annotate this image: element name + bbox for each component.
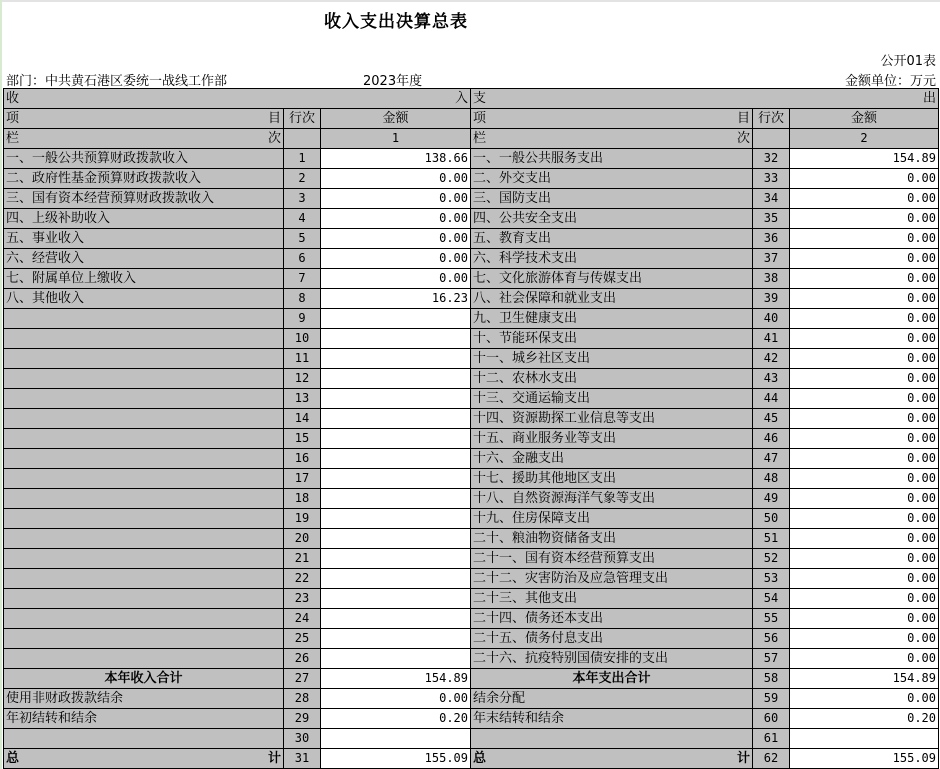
expense-rowno-cell[interactable]: 41: [753, 329, 790, 349]
income-total-amount[interactable]: 155.09: [321, 749, 471, 769]
expense-amount-cell[interactable]: 154.89: [790, 149, 939, 169]
income-rowno-cell[interactable]: 22: [284, 569, 321, 589]
expense-rowno-cell[interactable]: 33: [753, 169, 790, 189]
income-amount-cell[interactable]: [321, 529, 471, 549]
income-item-cell[interactable]: 五、事业收入: [4, 229, 284, 249]
income-rowno-cell[interactable]: 15: [284, 429, 321, 449]
expense-item-cell[interactable]: 八、社会保障和就业支出: [471, 289, 753, 309]
expense-item-cell[interactable]: 二十六、抗疫特别国债安排的支出: [471, 649, 753, 669]
expense-section-header[interactable]: [471, 89, 939, 109]
income-column-label[interactable]: [4, 129, 284, 149]
income-rowno-cell[interactable]: 25: [284, 629, 321, 649]
expense-amount-cell[interactable]: 0.00: [790, 349, 939, 369]
expense-item-cell[interactable]: 年末结转和结余: [471, 709, 753, 729]
income-rowno-cell[interactable]: 23: [284, 589, 321, 609]
table-row: [4, 569, 939, 589]
table-row: [4, 309, 939, 329]
income-item-cell[interactable]: 六、经营收入: [4, 249, 284, 269]
expense-rowno-cell[interactable]: 52: [753, 549, 790, 569]
table-row: [4, 409, 939, 429]
table-row: [4, 249, 939, 269]
expense-item-cell[interactable]: 十三、交通运输支出: [471, 389, 753, 409]
expense-rowno-cell[interactable]: 50: [753, 509, 790, 529]
report-title: 收入支出决算总表: [324, 12, 468, 32]
expense-amount-cell[interactable]: 0.00: [790, 569, 939, 589]
income-amount-cell[interactable]: [321, 509, 471, 529]
table-row: [4, 169, 939, 189]
sheet-gridline: [0, 0, 940, 2]
expense-rowno-cell[interactable]: 54: [753, 589, 790, 609]
income-rowno-cell[interactable]: 5: [284, 229, 321, 249]
income-rowno-cell[interactable]: 19: [284, 509, 321, 529]
expense-item-cell[interactable]: 十二、农林水支出: [471, 369, 753, 389]
table-row: [4, 689, 939, 709]
expense-rowno-cell[interactable]: 59: [753, 689, 790, 709]
col-label-left: 栏: [473, 131, 487, 146]
expense-item-cell[interactable]: 十五、商业服务业等支出: [471, 429, 753, 449]
expense-rowno-header[interactable]: 行次: [753, 109, 790, 129]
expense-item-cell[interactable]: 二、外交支出: [471, 169, 753, 189]
expense-amount-cell[interactable]: 0.00: [790, 589, 939, 609]
expense-amount-cell[interactable]: 0.00: [790, 549, 939, 569]
expense-rowno-cell[interactable]: 47: [753, 449, 790, 469]
expense-item-cell[interactable]: 五、教育支出: [471, 229, 753, 249]
income-amount-cell[interactable]: [321, 449, 471, 469]
income-rowno-cell[interactable]: 28: [284, 689, 321, 709]
table-row: [4, 649, 939, 669]
income-item-cell[interactable]: [4, 469, 284, 489]
income-item-cell[interactable]: [4, 609, 284, 629]
sheet-left-edge: [0, 0, 2, 769]
income-item-header[interactable]: [4, 109, 284, 129]
income-rowno-cell[interactable]: 10: [284, 329, 321, 349]
item-header-right: 目: [267, 111, 281, 126]
expense-rowno-cell[interactable]: 45: [753, 409, 790, 429]
grand-total-row: [4, 749, 939, 769]
expense-item-cell[interactable]: 十九、住房保障支出: [471, 509, 753, 529]
expense-rowno-cell[interactable]: 38: [753, 269, 790, 289]
expense-header-left: 支: [473, 91, 487, 106]
income-rowno-cell[interactable]: 24: [284, 609, 321, 629]
department-label: 部门：中共黄石港区委统一战线工作部: [6, 74, 228, 89]
expense-amount-cell[interactable]: 0.00: [790, 209, 939, 229]
expense-rowno-cell[interactable]: 36: [753, 229, 790, 249]
income-item-cell[interactable]: [4, 729, 284, 749]
income-amount-cell[interactable]: [321, 409, 471, 429]
expense-item-cell[interactable]: 十四、资源勘探工业信息等支出: [471, 409, 753, 429]
income-amount-cell[interactable]: [321, 729, 471, 749]
expense-amount-cell[interactable]: 0.00: [790, 649, 939, 669]
income-item-cell[interactable]: [4, 569, 284, 589]
income-rowno-cell[interactable]: 7: [284, 269, 321, 289]
income-amount-cell[interactable]: [321, 429, 471, 449]
expense-amount-cell[interactable]: 0.00: [790, 469, 939, 489]
col-label-left: 栏: [6, 131, 20, 146]
income-total-label[interactable]: [4, 749, 284, 769]
item-header-left: 项: [6, 111, 20, 126]
total-label-left: 总: [473, 751, 487, 766]
expense-rowno-cell[interactable]: 57: [753, 649, 790, 669]
table-row: [4, 189, 939, 209]
income-item-cell[interactable]: [4, 349, 284, 369]
income-item-cell[interactable]: [4, 369, 284, 389]
income-amount-cell[interactable]: [321, 609, 471, 629]
section-header-row: [4, 89, 939, 109]
expense-amount-cell[interactable]: 0.00: [790, 329, 939, 349]
income-item-cell[interactable]: [4, 529, 284, 549]
income-rowno-cell[interactable]: 9: [284, 309, 321, 329]
income-amount-cell[interactable]: 0.00: [321, 689, 471, 709]
expense-rowno-cell[interactable]: 56: [753, 629, 790, 649]
expense-item-cell[interactable]: 二十一、国有资本经营预算支出: [471, 549, 753, 569]
total-label-right: 计: [267, 751, 281, 766]
table-row: [4, 509, 939, 529]
expense-item-cell[interactable]: 一、一般公共服务支出: [471, 149, 753, 169]
income-amount-cell[interactable]: 154.89: [321, 669, 471, 689]
table-row: [4, 269, 939, 289]
expense-rowno-cell[interactable]: 49: [753, 489, 790, 509]
total-label-right: 计: [736, 751, 750, 766]
income-amount-cell[interactable]: 0.00: [321, 269, 471, 289]
income-rowno-cell[interactable]: 29: [284, 709, 321, 729]
income-rowno-cell[interactable]: 2: [284, 169, 321, 189]
expense-amount-cell[interactable]: 0.00: [790, 309, 939, 329]
expense-rowno-cell[interactable]: 37: [753, 249, 790, 269]
income-item-cell[interactable]: 三、国有资本经营预算财政拨款收入: [4, 189, 284, 209]
income-item-cell[interactable]: [4, 629, 284, 649]
income-item-cell[interactable]: 本年收入合计: [4, 669, 284, 689]
income-amount-cell[interactable]: 0.00: [321, 169, 471, 189]
income-item-cell[interactable]: 七、附属单位上缴收入: [4, 269, 284, 289]
column-number-row: [4, 129, 939, 149]
table-row: [4, 529, 939, 549]
expense-rowno-blank[interactable]: [753, 129, 790, 149]
income-amount-cell[interactable]: 0.20: [321, 709, 471, 729]
expense-rowno-cell[interactable]: 51: [753, 529, 790, 549]
column-header-row: [4, 109, 939, 129]
income-rowno-cell[interactable]: 1: [284, 149, 321, 169]
income-rowno-blank[interactable]: [284, 129, 321, 149]
expense-amount-cell[interactable]: 0.00: [790, 249, 939, 269]
table-row: [4, 429, 939, 449]
income-rowno-header[interactable]: 行次: [284, 109, 321, 129]
col-label-right: 次: [267, 131, 281, 146]
expense-rowno-cell[interactable]: 46: [753, 429, 790, 449]
form-number: 公开01表: [880, 54, 936, 69]
table-row: [4, 369, 939, 389]
expense-amount-cell[interactable]: 0.00: [790, 449, 939, 469]
expense-rowno-cell[interactable]: 61: [753, 729, 790, 749]
table-row: [4, 489, 939, 509]
income-rowno-cell[interactable]: 13: [284, 389, 321, 409]
expense-item-cell[interactable]: 二十、粮油物资储备支出: [471, 529, 753, 549]
income-amount-cell[interactable]: 138.66: [321, 149, 471, 169]
income-amount-cell[interactable]: [321, 369, 471, 389]
expense-amount-cell[interactable]: 0.20: [790, 709, 939, 729]
expense-amount-cell[interactable]: 0.00: [790, 369, 939, 389]
income-amount-cell[interactable]: [321, 549, 471, 569]
table-row: [4, 629, 939, 649]
income-item-cell[interactable]: 四、上级补助收入: [4, 209, 284, 229]
expense-item-cell[interactable]: [471, 729, 753, 749]
income-amount-cell[interactable]: [321, 589, 471, 609]
expense-total-label[interactable]: [471, 749, 753, 769]
income-rowno-cell[interactable]: 16: [284, 449, 321, 469]
income-rowno-cell[interactable]: 6: [284, 249, 321, 269]
expense-item-cell[interactable]: 十、节能环保支出: [471, 329, 753, 349]
amount-unit: 金额单位：万元: [844, 74, 936, 89]
expense-rowno-cell[interactable]: 55: [753, 609, 790, 629]
table-row: [4, 329, 939, 349]
col-label-right: 次: [736, 131, 750, 146]
income-item-cell[interactable]: [4, 549, 284, 569]
income-rowno-cell[interactable]: 20: [284, 529, 321, 549]
item-header-right: 目: [736, 111, 750, 126]
income-amount-cell[interactable]: [321, 389, 471, 409]
expense-item-cell[interactable]: 十一、城乡社区支出: [471, 349, 753, 369]
income-rowno-cell[interactable]: 14: [284, 409, 321, 429]
income-column-number[interactable]: 1: [321, 129, 471, 149]
expense-amount-cell[interactable]: 0.00: [790, 609, 939, 629]
income-item-cell[interactable]: 一、一般公共预算财政拨款收入: [4, 149, 284, 169]
income-item-cell[interactable]: [4, 589, 284, 609]
expense-amount-cell[interactable]: 154.89: [790, 669, 939, 689]
expense-item-cell[interactable]: 十六、金融支出: [471, 449, 753, 469]
expense-item-cell[interactable]: 十七、援助其他地区支出: [471, 469, 753, 489]
expense-column-number[interactable]: 2: [790, 129, 939, 149]
income-amount-cell[interactable]: 0.00: [321, 249, 471, 269]
table-row: [4, 209, 939, 229]
income-rowno-cell[interactable]: 3: [284, 189, 321, 209]
expense-amount-cell[interactable]: 0.00: [790, 529, 939, 549]
expense-total-rowno[interactable]: 62: [753, 749, 790, 769]
expense-rowno-cell[interactable]: 39: [753, 289, 790, 309]
expense-item-cell[interactable]: 二十三、其他支出: [471, 589, 753, 609]
income-rowno-cell[interactable]: 17: [284, 469, 321, 489]
expense-amount-cell[interactable]: 0.00: [790, 489, 939, 509]
table-row: [4, 549, 939, 569]
table-row: [4, 709, 939, 729]
expense-item-header[interactable]: [471, 109, 753, 129]
income-total-rowno[interactable]: 31: [284, 749, 321, 769]
expense-rowno-cell[interactable]: 32: [753, 149, 790, 169]
expense-rowno-cell[interactable]: 58: [753, 669, 790, 689]
expense-rowno-cell[interactable]: 60: [753, 709, 790, 729]
expense-header-right: 出: [922, 91, 936, 106]
income-rowno-cell[interactable]: 26: [284, 649, 321, 669]
table-row: [4, 229, 939, 249]
income-expense-table: [3, 88, 939, 769]
expense-rowno-cell[interactable]: 44: [753, 389, 790, 409]
income-item-cell[interactable]: 二、政府性基金预算财政拨款收入: [4, 169, 284, 189]
expense-item-cell[interactable]: 三、国防支出: [471, 189, 753, 209]
total-label-left: 总: [6, 751, 20, 766]
table-row: [4, 609, 939, 629]
income-amount-cell[interactable]: 0.00: [321, 189, 471, 209]
expense-rowno-cell[interactable]: 48: [753, 469, 790, 489]
income-item-cell[interactable]: 年初结转和结余: [4, 709, 284, 729]
expense-amount-cell[interactable]: 0.00: [790, 429, 939, 449]
expense-amount-cell[interactable]: 0.00: [790, 629, 939, 649]
expense-column-label[interactable]: [471, 129, 753, 149]
income-rowno-cell[interactable]: 18: [284, 489, 321, 509]
income-header-left: 收: [6, 91, 20, 106]
fiscal-year: 2023年度: [363, 74, 423, 89]
income-amount-cell[interactable]: [321, 329, 471, 349]
expense-item-cell[interactable]: 十八、自然资源海洋气象等支出: [471, 489, 753, 509]
table-row: [4, 449, 939, 469]
income-rowno-cell[interactable]: 21: [284, 549, 321, 569]
income-item-cell[interactable]: [4, 489, 284, 509]
expense-item-cell[interactable]: 七、文化旅游体育与传媒支出: [471, 269, 753, 289]
expense-amount-cell[interactable]: 0.00: [790, 409, 939, 429]
expense-amount-cell[interactable]: 0.00: [790, 289, 939, 309]
expense-amount-cell[interactable]: 0.00: [790, 269, 939, 289]
income-item-cell[interactable]: [4, 449, 284, 469]
expense-item-cell[interactable]: 九、卫生健康支出: [471, 309, 753, 329]
table-row: [4, 289, 939, 309]
income-item-cell[interactable]: [4, 329, 284, 349]
income-rowno-cell[interactable]: 30: [284, 729, 321, 749]
income-item-cell[interactable]: [4, 649, 284, 669]
expense-total-amount[interactable]: 155.09: [790, 749, 939, 769]
expense-item-cell[interactable]: 四、公共安全支出: [471, 209, 753, 229]
income-amount-cell[interactable]: [321, 489, 471, 509]
table-row: [4, 589, 939, 609]
table-row: [4, 469, 939, 489]
income-item-cell[interactable]: [4, 509, 284, 529]
expense-item-cell[interactable]: 二十五、债务付息支出: [471, 629, 753, 649]
income-item-cell[interactable]: [4, 309, 284, 329]
table-row: [4, 729, 939, 749]
income-item-cell[interactable]: 使用非财政拨款结余: [4, 689, 284, 709]
income-amount-cell[interactable]: [321, 629, 471, 649]
income-rowno-cell[interactable]: 4: [284, 209, 321, 229]
income-amount-cell[interactable]: 0.00: [321, 229, 471, 249]
expense-item-cell[interactable]: 二十二、灾害防治及应急管理支出: [471, 569, 753, 589]
expense-item-cell[interactable]: 结余分配: [471, 689, 753, 709]
income-section-header[interactable]: [4, 89, 471, 109]
table-row: [4, 389, 939, 409]
expense-amount-cell[interactable]: 0.00: [790, 229, 939, 249]
income-header-right: 入: [454, 91, 468, 106]
expense-rowno-cell[interactable]: 34: [753, 189, 790, 209]
income-item-cell[interactable]: [4, 429, 284, 449]
table-row: [4, 149, 939, 169]
expense-item-cell[interactable]: 六、科学技术支出: [471, 249, 753, 269]
income-item-cell[interactable]: [4, 409, 284, 429]
expense-amount-cell[interactable]: 0.00: [790, 509, 939, 529]
income-amount-cell[interactable]: [321, 469, 471, 489]
expense-rowno-cell[interactable]: 40: [753, 309, 790, 329]
income-amount-header[interactable]: 金额: [321, 109, 471, 129]
expense-amount-cell[interactable]: 0.00: [790, 189, 939, 209]
income-amount-cell[interactable]: 16.23: [321, 289, 471, 309]
income-rowno-cell[interactable]: 8: [284, 289, 321, 309]
expense-amount-header[interactable]: 金额: [790, 109, 939, 129]
income-amount-cell[interactable]: [321, 649, 471, 669]
expense-item-cell[interactable]: 二十四、债务还本支出: [471, 609, 753, 629]
income-rowno-cell[interactable]: 27: [284, 669, 321, 689]
income-amount-cell[interactable]: 0.00: [321, 209, 471, 229]
income-amount-cell[interactable]: [321, 309, 471, 329]
income-rowno-cell[interactable]: 11: [284, 349, 321, 369]
expense-rowno-cell[interactable]: 53: [753, 569, 790, 589]
expense-amount-cell[interactable]: [790, 729, 939, 749]
income-amount-cell[interactable]: [321, 349, 471, 369]
income-rowno-cell[interactable]: 12: [284, 369, 321, 389]
income-amount-cell[interactable]: [321, 569, 471, 589]
item-header-left: 项: [473, 111, 487, 126]
expense-rowno-cell[interactable]: 42: [753, 349, 790, 369]
income-item-cell[interactable]: 八、其他收入: [4, 289, 284, 309]
expense-item-cell[interactable]: 本年支出合计: [471, 669, 753, 689]
expense-amount-cell[interactable]: 0.00: [790, 389, 939, 409]
expense-amount-cell[interactable]: 0.00: [790, 689, 939, 709]
income-item-cell[interactable]: [4, 389, 284, 409]
expense-rowno-cell[interactable]: 43: [753, 369, 790, 389]
expense-amount-cell[interactable]: 0.00: [790, 169, 939, 189]
table-row: [4, 349, 939, 369]
subtotal-row: [4, 669, 939, 689]
expense-rowno-cell[interactable]: 35: [753, 209, 790, 229]
